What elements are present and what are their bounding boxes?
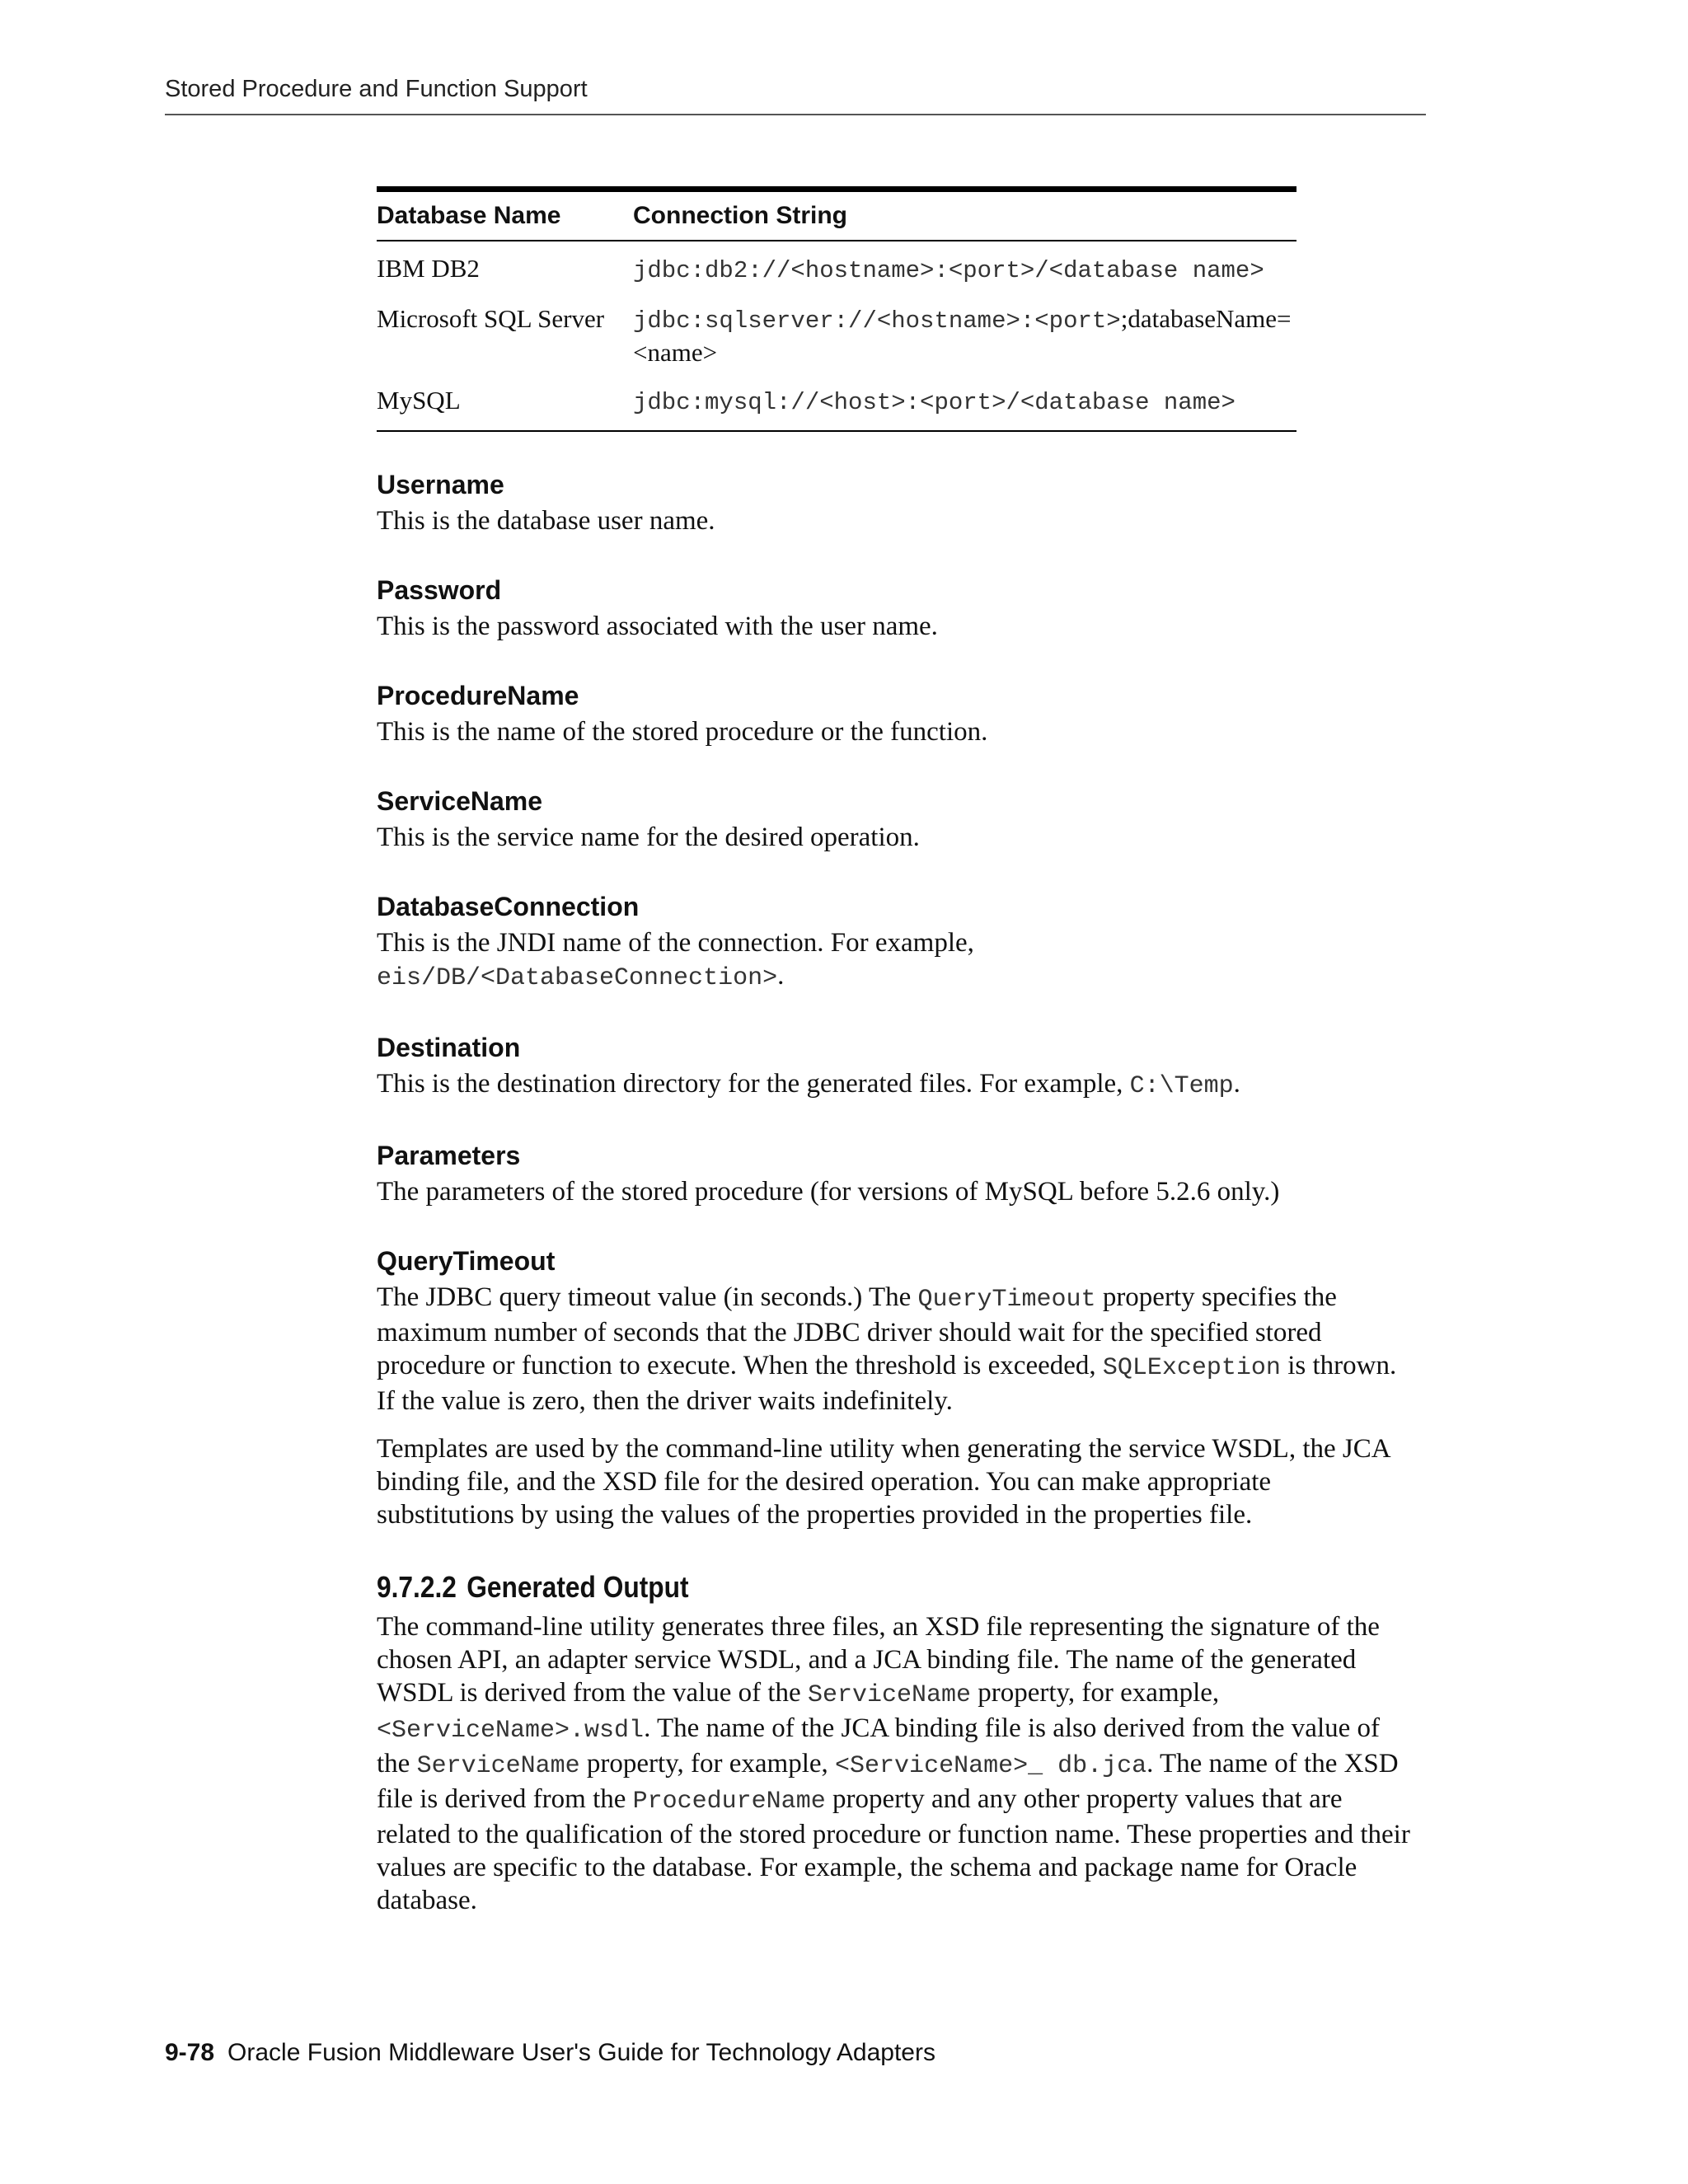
- connection-string-cell: [633, 295, 1296, 377]
- inline-code: C:\Temp: [1129, 1072, 1234, 1100]
- inline-code: <ServiceName>.wsdl: [377, 1717, 645, 1745]
- column-header-connection-string: Connection String: [633, 190, 1296, 241]
- inline-code: ServiceName: [807, 1681, 972, 1709]
- property-username: [377, 468, 1415, 537]
- connection-string-table: [377, 186, 1296, 432]
- column-header-database-name: Database Name: [377, 190, 633, 241]
- section-heading: [377, 1569, 1291, 1605]
- property-heading: Parameters: [377, 1141, 521, 1170]
- table-row: [377, 241, 1296, 295]
- property-description: The parameters of the stored procedure (for versions of MySQL before 5.2.6 only.): [377, 1177, 1280, 1207]
- text-run: is thrown. If the value is zero, then the driver waits indefinitely.: [377, 1351, 1397, 1416]
- inline-code: ServiceName: [416, 1752, 580, 1780]
- property-description: [377, 926, 1415, 995]
- description-text: This is the destination directory for the generated files. For example,: [377, 1069, 1130, 1099]
- description-text: This is the JNDI name of the connection. For example,: [377, 928, 974, 958]
- property-description: This is the password associated with the user name.: [377, 612, 938, 641]
- connection-string-tail: ;databaseName=<name>: [633, 304, 1292, 367]
- generated-output-paragraph: [377, 1610, 1415, 1917]
- database-name-cell: IBM DB2: [377, 254, 480, 283]
- property-description: This is the name of the stored procedure or the function.: [377, 717, 988, 747]
- table-row: [377, 377, 1296, 431]
- text-run: property, for example,: [971, 1678, 1220, 1708]
- section-number: 9.7.2.2: [377, 1570, 457, 1604]
- property-servicename: [377, 785, 1415, 854]
- header-rule: [165, 114, 1426, 115]
- property-heading: ServiceName: [377, 786, 543, 816]
- description-end: .: [1233, 1069, 1240, 1099]
- property-description: This is the database user name.: [377, 506, 715, 536]
- property-heading: Password: [377, 575, 502, 605]
- page-content: [377, 186, 1415, 1917]
- connection-string-cell: [633, 241, 1296, 295]
- text-run: property and any other property values that are related to the qualification of the stored procedure or function name. These properties and their values are specific to the database. For example, the schema and package name for Oracle database.: [377, 1784, 1410, 1915]
- page-footer: [165, 2039, 935, 2067]
- text-run: The command-line utility generates three files, an XSD file representing the signature of the chosen API, an adapter service WSDL, and a JCA binding file. The name of the generated WSDL is derived from the value of the: [377, 1612, 1380, 1708]
- connection-string-cell: [633, 377, 1296, 431]
- templates-paragraph: Templates are used by the command-line utility when generating the service WSDL, the JCA binding file, and the XSD file for the desired operation. You can make appropriate substitutions by using the values of the properties provided in the properties file.: [377, 1434, 1390, 1530]
- property-heading: QueryTimeout: [377, 1246, 556, 1276]
- connection-string-code: jdbc:sqlserver://<hostname>:<port>: [633, 307, 1121, 335]
- table-row: [377, 295, 1296, 377]
- description-end: .: [777, 961, 785, 991]
- text-run: The JDBC query timeout value (in seconds.) The: [377, 1282, 918, 1312]
- property-password: [377, 574, 1415, 643]
- property-heading: DatabaseConnection: [377, 892, 640, 921]
- inline-code: SQLException: [1102, 1354, 1281, 1382]
- property-heading: Destination: [377, 1033, 521, 1062]
- property-heading: ProcedureName: [377, 681, 579, 710]
- section-title: Generated Output: [467, 1570, 689, 1604]
- property-destination: [377, 1031, 1415, 1103]
- database-name-cell: MySQL: [377, 386, 461, 415]
- property-procedurename: [377, 679, 1415, 748]
- text-run: property, for example,: [579, 1749, 836, 1779]
- inline-code: ProcedureName: [632, 1788, 826, 1816]
- property-querytimeout: [377, 1244, 1415, 1418]
- page-number: 9-78: [165, 2039, 215, 2066]
- property-description: [377, 1281, 1415, 1418]
- inline-code: eis/DB/<DatabaseConnection>: [377, 964, 778, 992]
- text-run: . The name of the XSD file is derived from the: [377, 1749, 1399, 1814]
- inline-code: QueryTimeout: [917, 1286, 1096, 1314]
- property-description: This is the service name for the desired operation.: [377, 823, 920, 852]
- text-run: property specifies the maximum number of seconds that the JDBC driver should wait for the specified stored procedure or function to execute. When the threshold is exceeded,: [377, 1282, 1337, 1380]
- connection-string-code: jdbc:mysql://<host>:<port>/<database name>: [633, 389, 1236, 416]
- property-heading: Username: [377, 470, 504, 499]
- table-header-row: [377, 190, 1296, 241]
- property-parameters: [377, 1139, 1415, 1208]
- connection-string-code: jdbc:db2://<hostname>:<port>/<database name>: [633, 257, 1264, 284]
- inline-code: <ServiceName>_ db.jca: [835, 1752, 1147, 1780]
- text-run: . The name of the JCA binding file is also derived from the value of the: [377, 1713, 1380, 1779]
- database-name-cell: Microsoft SQL Server: [377, 304, 605, 333]
- book-title: Oracle Fusion Middleware User's Guide for Technology Adapters: [227, 2039, 935, 2066]
- running-header: Stored Procedure and Function Support: [165, 76, 588, 102]
- property-description: [377, 1067, 1415, 1103]
- property-databaseconnection: [377, 890, 1415, 995]
